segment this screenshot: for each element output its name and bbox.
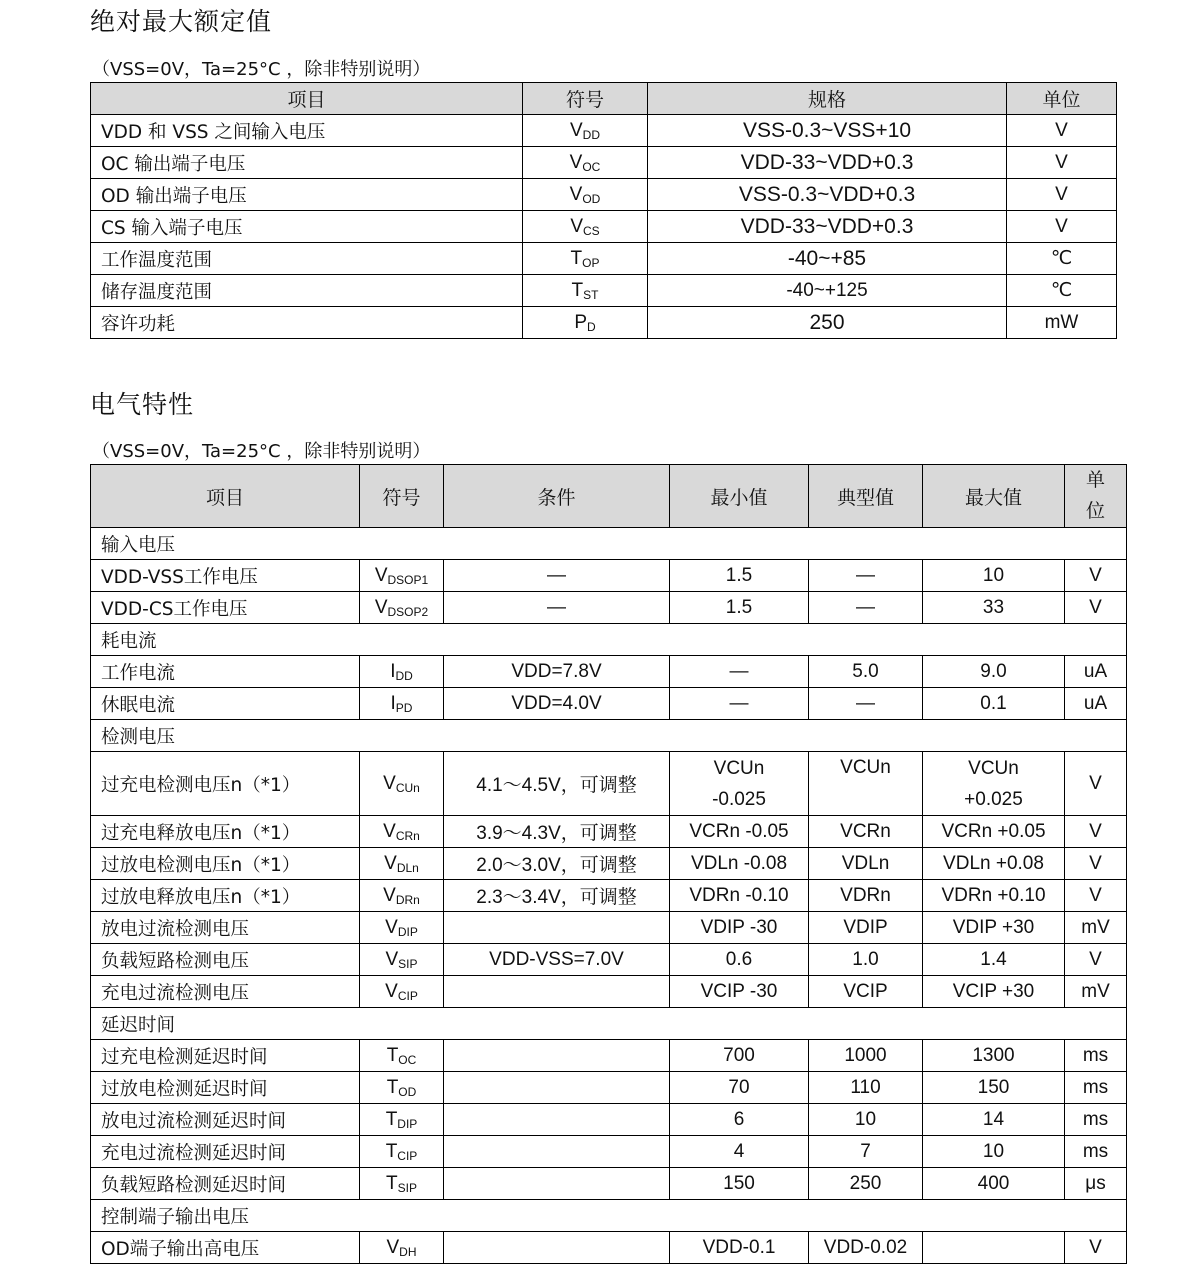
- row-typ: 1.0: [809, 944, 923, 976]
- row-symbol: $P_D$: [523, 307, 648, 339]
- group-row: [91, 720, 1127, 752]
- row-unit: uA: [1065, 656, 1127, 688]
- table-header-row: [91, 465, 1127, 528]
- row-typ: VDIP: [809, 912, 923, 944]
- row-unit: ms: [1065, 1040, 1127, 1072]
- row-max: 10: [923, 560, 1065, 592]
- row-spec: VDD-33~VDD+0.3: [648, 211, 1007, 243]
- row-min: VDIP -30: [670, 912, 809, 944]
- row-unit: V: [1065, 816, 1127, 848]
- row-typ: VCIP: [809, 976, 923, 1008]
- row-spec: 250: [648, 307, 1007, 339]
- row-symbol: $V_{DD}$: [523, 115, 648, 147]
- row-unit: ℃: [1007, 275, 1117, 307]
- row-unit: V: [1007, 211, 1117, 243]
- row-unit: V: [1065, 592, 1127, 624]
- row-symbol: $T_{SIP}$: [360, 1168, 444, 1200]
- row-symbol: $V_{DIP}$: [360, 912, 444, 944]
- table-row: [91, 816, 1127, 848]
- table-row: [91, 115, 1117, 147]
- row-unit: mV: [1065, 976, 1127, 1008]
- table-row: [91, 1040, 1127, 1072]
- row-condition: [444, 1040, 670, 1072]
- row-condition: —: [444, 560, 670, 592]
- row-item: 过充电检测电压n（*1）: [91, 752, 360, 816]
- row-condition: [444, 1168, 670, 1200]
- row-symbol: $V_{DSOP2}$: [360, 592, 444, 624]
- row-typ: 110: [809, 1072, 923, 1104]
- row-symbol: $I_{PD}$: [360, 688, 444, 720]
- row-condition: 3.9～4.3V，可调整: [444, 816, 670, 848]
- header-unit: 单位: [1007, 83, 1117, 115]
- row-item: 放电过流检测电压: [91, 912, 360, 944]
- row-unit: V: [1065, 880, 1127, 912]
- row-condition: [444, 1232, 670, 1264]
- table-row: [91, 243, 1117, 275]
- row-item: VDD-VSS工作电压: [91, 560, 360, 592]
- table-row: [91, 147, 1117, 179]
- row-min: VCUn -0.025: [670, 752, 809, 816]
- row-max: 0.1: [923, 688, 1065, 720]
- row-unit: uA: [1065, 688, 1127, 720]
- row-max: 10: [923, 1136, 1065, 1168]
- row-condition: [444, 1072, 670, 1104]
- table-row: [91, 1136, 1127, 1168]
- table-row: [91, 275, 1117, 307]
- header-condition: 条件: [444, 465, 670, 528]
- table-row: [91, 560, 1127, 592]
- group-label-detection-voltage: 检测电压: [91, 720, 1127, 752]
- row-unit: mW: [1007, 307, 1117, 339]
- row-symbol: $T_{OC}$: [360, 1040, 444, 1072]
- row-item: 工作电流: [91, 656, 360, 688]
- row-min: 6: [670, 1104, 809, 1136]
- row-condition: [444, 1104, 670, 1136]
- group-label-control-output-voltage: 控制端子输出电压: [91, 1200, 1127, 1232]
- row-max: VDRn +0.10: [923, 880, 1065, 912]
- row-unit: V: [1007, 147, 1117, 179]
- row-item: 放电过流检测延迟时间: [91, 1104, 360, 1136]
- row-condition: [444, 976, 670, 1008]
- conditions-note: （VSS=0V，Ta=25°C ，除非特别说明）: [92, 441, 431, 462]
- table-row: [91, 1168, 1127, 1200]
- header-max: 最大值: [923, 465, 1065, 528]
- row-symbol: $V_{SIP}$: [360, 944, 444, 976]
- table-row: [91, 976, 1127, 1008]
- row-max: 9.0: [923, 656, 1065, 688]
- table-row: [91, 211, 1117, 243]
- row-item: 充电过流检测延迟时间: [91, 1136, 360, 1168]
- row-item: VDD 和 VSS 之间输入电压: [91, 115, 523, 147]
- row-min: VDLn -0.08: [670, 848, 809, 880]
- group-row: [91, 624, 1127, 656]
- row-typ: —: [809, 688, 923, 720]
- row-max: 400: [923, 1168, 1065, 1200]
- row-condition: 4.1～4.5V，可调整: [444, 752, 670, 816]
- table-row: [91, 592, 1127, 624]
- row-unit: ℃: [1007, 243, 1117, 275]
- row-item: 过充电释放电压n（*1）: [91, 816, 360, 848]
- row-item: OD端子输出高电压: [91, 1232, 360, 1264]
- row-unit: ms: [1065, 1136, 1127, 1168]
- row-min: 4: [670, 1136, 809, 1168]
- header-min: 最小值: [670, 465, 809, 528]
- row-spec: VSS-0.3~VDD+0.3: [648, 179, 1007, 211]
- electrical-characteristics-table: [90, 464, 1127, 1264]
- row-symbol: $V_{CUn}$: [360, 752, 444, 816]
- table-row: [91, 656, 1127, 688]
- row-unit: V: [1065, 1232, 1127, 1264]
- row-spec: -40~+85: [648, 243, 1007, 275]
- row-item: 充电过流检测电压: [91, 976, 360, 1008]
- row-unit: V: [1007, 115, 1117, 147]
- row-spec: -40~+125: [648, 275, 1007, 307]
- header-symbol: 符号: [360, 465, 444, 528]
- table-row: [91, 848, 1127, 880]
- row-unit: V: [1065, 560, 1127, 592]
- row-min: VDD-0.1: [670, 1232, 809, 1264]
- row-min: 70: [670, 1072, 809, 1104]
- header-symbol: 符号: [523, 83, 648, 115]
- row-unit: V: [1007, 179, 1117, 211]
- row-item: CS 输入端子电压: [91, 211, 523, 243]
- header-unit: 单 位: [1065, 465, 1127, 528]
- row-max: 150: [923, 1072, 1065, 1104]
- row-unit: V: [1065, 944, 1127, 976]
- table-row: [91, 880, 1127, 912]
- row-item: 容许功耗: [91, 307, 523, 339]
- row-item: 储存温度范围: [91, 275, 523, 307]
- row-max: VCUn +0.025: [923, 752, 1065, 816]
- row-typ: 5.0: [809, 656, 923, 688]
- row-symbol: $V_{CIP}$: [360, 976, 444, 1008]
- row-typ: VCRn: [809, 816, 923, 848]
- row-min: VCIP -30: [670, 976, 809, 1008]
- row-symbol: $V_{DLn}$: [360, 848, 444, 880]
- group-label-current-consumption: 耗电流: [91, 624, 1127, 656]
- header-item: 项目: [91, 465, 360, 528]
- table-row: [91, 752, 1127, 816]
- row-typ: VDD-0.02: [809, 1232, 923, 1264]
- row-condition: VDD=7.8V: [444, 656, 670, 688]
- row-max: VDLn +0.08: [923, 848, 1065, 880]
- row-typ: VCUn: [809, 752, 923, 816]
- table-row: [91, 912, 1127, 944]
- row-unit: V: [1065, 752, 1127, 816]
- table-row: [91, 1072, 1127, 1104]
- table-row: [91, 179, 1117, 211]
- table-header-row: [91, 83, 1117, 115]
- conditions-note: （VSS=0V，Ta=25°C ，除非特别说明）: [92, 59, 431, 80]
- row-typ: 1000: [809, 1040, 923, 1072]
- table-row: [91, 307, 1117, 339]
- absolute-max-table: [90, 82, 1117, 339]
- header-item: 项目: [91, 83, 523, 115]
- row-item: 负载短路检测延迟时间: [91, 1168, 360, 1200]
- row-unit: μs: [1065, 1168, 1127, 1200]
- row-typ: VDLn: [809, 848, 923, 880]
- row-unit: V: [1065, 848, 1127, 880]
- row-condition: [444, 1136, 670, 1168]
- row-item: OC 输出端子电压: [91, 147, 523, 179]
- row-max: 14: [923, 1104, 1065, 1136]
- group-row: [91, 1008, 1127, 1040]
- row-symbol: $V_{DH}$: [360, 1232, 444, 1264]
- row-max: 1300: [923, 1040, 1065, 1072]
- row-item: 工作温度范围: [91, 243, 523, 275]
- row-symbol: $V_{OD}$: [523, 179, 648, 211]
- row-typ: VDRn: [809, 880, 923, 912]
- row-item: 过放电检测电压n（*1）: [91, 848, 360, 880]
- row-symbol: $T_{CIP}$: [360, 1136, 444, 1168]
- row-min: 0.6: [670, 944, 809, 976]
- group-label-delay-time: 延迟时间: [91, 1008, 1127, 1040]
- row-min: —: [670, 656, 809, 688]
- group-label-input-voltage: 输入电压: [91, 528, 1127, 560]
- group-row: [91, 528, 1127, 560]
- row-symbol: $T_{ST}$: [523, 275, 648, 307]
- group-row: [91, 1200, 1127, 1232]
- row-typ: —: [809, 592, 923, 624]
- row-spec: VDD-33~VDD+0.3: [648, 147, 1007, 179]
- row-item: 过充电检测延迟时间: [91, 1040, 360, 1072]
- row-unit: ms: [1065, 1104, 1127, 1136]
- row-max: [923, 1232, 1065, 1264]
- row-symbol: $V_{DRn}$: [360, 880, 444, 912]
- section-title-electrical: 电气特性: [90, 390, 195, 419]
- row-condition: 2.0～3.0V，可调整: [444, 848, 670, 880]
- table-row: [91, 688, 1127, 720]
- table-row: [91, 1104, 1127, 1136]
- row-condition: 2.3～3.4V，可调整: [444, 880, 670, 912]
- section-title-absolute-max: 绝对最大额定值: [90, 7, 273, 36]
- row-max: VCIP +30: [923, 976, 1065, 1008]
- row-typ: 7: [809, 1136, 923, 1168]
- row-item: OD 输出端子电压: [91, 179, 523, 211]
- row-typ: 10: [809, 1104, 923, 1136]
- row-symbol: $T_{OD}$: [360, 1072, 444, 1104]
- table-row: [91, 1232, 1127, 1264]
- row-item: 过放电检测延迟时间: [91, 1072, 360, 1104]
- row-item: 过放电释放电压n（*1）: [91, 880, 360, 912]
- row-symbol: $V_{CS}$: [523, 211, 648, 243]
- row-item: 休眠电流: [91, 688, 360, 720]
- row-min: —: [670, 688, 809, 720]
- row-item: VDD-CS工作电压: [91, 592, 360, 624]
- table-row: [91, 944, 1127, 976]
- row-max: VDIP +30: [923, 912, 1065, 944]
- header-spec: 规格: [648, 83, 1007, 115]
- row-condition: —: [444, 592, 670, 624]
- row-item: 负载短路检测电压: [91, 944, 360, 976]
- row-symbol: $V_{CRn}$: [360, 816, 444, 848]
- row-min: 1.5: [670, 592, 809, 624]
- row-max: 1.4: [923, 944, 1065, 976]
- row-min: 700: [670, 1040, 809, 1072]
- row-condition: VDD-VSS=7.0V: [444, 944, 670, 976]
- row-condition: [444, 912, 670, 944]
- row-max: VCRn +0.05: [923, 816, 1065, 848]
- row-min: 1.5: [670, 560, 809, 592]
- header-typ: 典型值: [809, 465, 923, 528]
- row-min: VDRn -0.10: [670, 880, 809, 912]
- row-unit: mV: [1065, 912, 1127, 944]
- row-condition: VDD=4.0V: [444, 688, 670, 720]
- row-min: 150: [670, 1168, 809, 1200]
- row-symbol: $T_{OP}$: [523, 243, 648, 275]
- row-symbol: $T_{DIP}$: [360, 1104, 444, 1136]
- row-symbol: $V_{DSOP1}$: [360, 560, 444, 592]
- row-min: VCRn -0.05: [670, 816, 809, 848]
- row-symbol: $I_{DD}$: [360, 656, 444, 688]
- row-max: 33: [923, 592, 1065, 624]
- row-typ: —: [809, 560, 923, 592]
- row-spec: VSS-0.3~VSS+10: [648, 115, 1007, 147]
- row-symbol: $V_{OC}$: [523, 147, 648, 179]
- row-typ: 250: [809, 1168, 923, 1200]
- row-unit: ms: [1065, 1072, 1127, 1104]
